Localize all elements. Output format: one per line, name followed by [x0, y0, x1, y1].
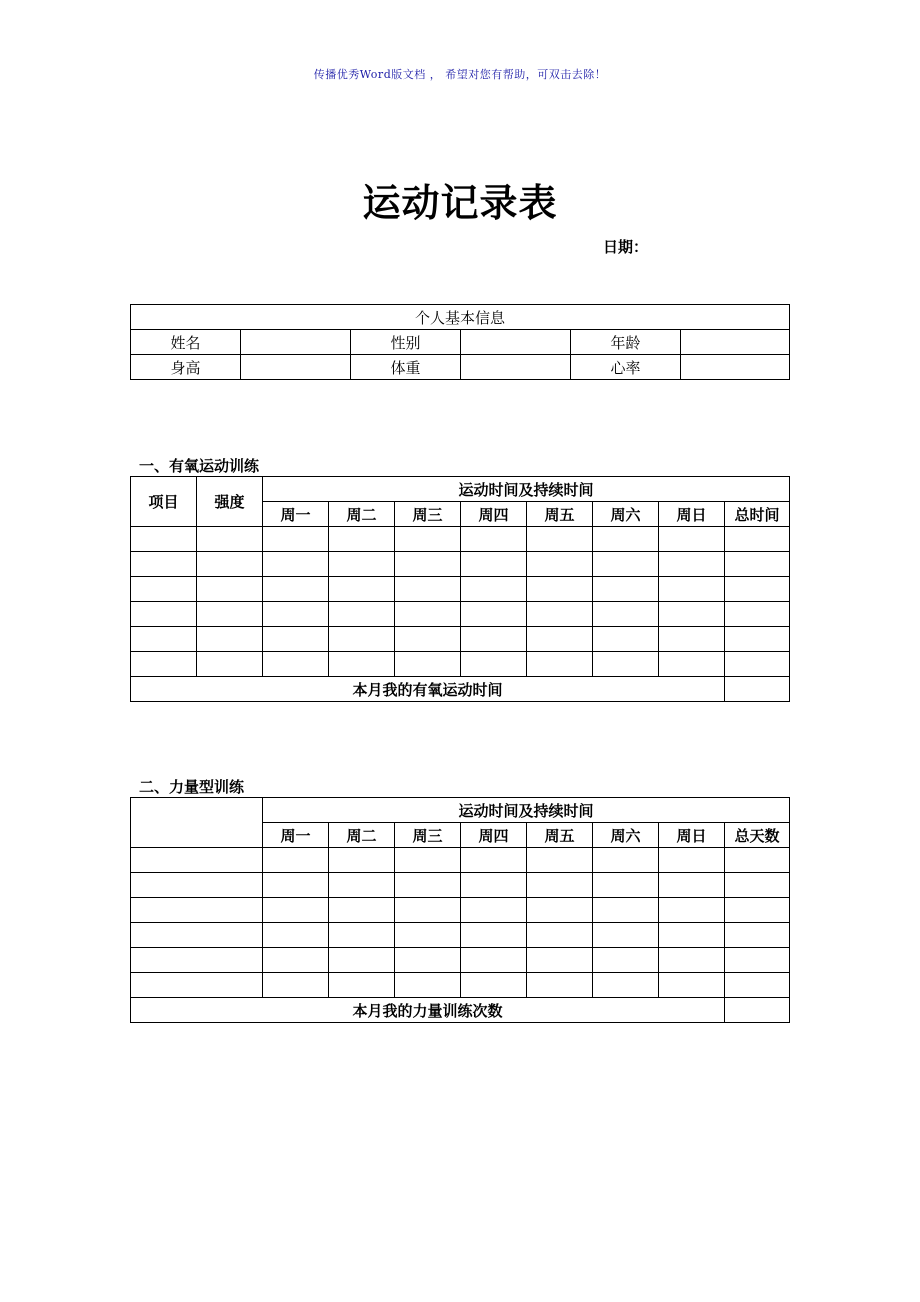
- col-day: 周二: [329, 502, 395, 527]
- table-cell[interactable]: [725, 627, 790, 652]
- table-row: [131, 527, 790, 552]
- table-cell[interactable]: [395, 848, 461, 873]
- table-cell[interactable]: [329, 627, 395, 652]
- table-cell[interactable]: [593, 873, 659, 898]
- table-row: [131, 948, 790, 973]
- table-cell[interactable]: [131, 627, 197, 652]
- personal-info-heading: 个人基本信息: [131, 305, 790, 330]
- table-cell[interactable]: [659, 873, 725, 898]
- table-cell[interactable]: [263, 652, 329, 677]
- table-cell[interactable]: [131, 552, 197, 577]
- col-day: 周一: [263, 823, 329, 848]
- table-cell[interactable]: [593, 602, 659, 627]
- table-cell[interactable]: [461, 627, 527, 652]
- table-row: [131, 552, 790, 577]
- table-cell[interactable]: [527, 652, 593, 677]
- table-cell[interactable]: [725, 652, 790, 677]
- table-cell[interactable]: [593, 652, 659, 677]
- label-height: 身高: [131, 355, 241, 380]
- col-day: 周五: [527, 502, 593, 527]
- col-day: 周日: [659, 823, 725, 848]
- table-cell[interactable]: [329, 527, 395, 552]
- table-cell[interactable]: [395, 973, 461, 998]
- table-cell[interactable]: [461, 552, 527, 577]
- table-cell[interactable]: [461, 577, 527, 602]
- table-cell[interactable]: [263, 602, 329, 627]
- table-cell[interactable]: [263, 552, 329, 577]
- strength-table: [130, 797, 790, 1023]
- input-gender[interactable]: [461, 330, 571, 355]
- table-cell[interactable]: [659, 602, 725, 627]
- table-cell[interactable]: [263, 527, 329, 552]
- table-cell[interactable]: [131, 527, 197, 552]
- table-cell[interactable]: [395, 552, 461, 577]
- col-total: 总天数: [725, 823, 790, 848]
- table-cell[interactable]: [461, 973, 527, 998]
- table-cell[interactable]: [461, 652, 527, 677]
- col-day: 周四: [461, 823, 527, 848]
- col-total: 总时间: [725, 502, 790, 527]
- header-note: 传播优秀Word版文档 ， 希望对您有帮助，可双击去除！: [313, 68, 607, 81]
- table-cell[interactable]: [527, 552, 593, 577]
- col-day: 周五: [527, 823, 593, 848]
- table-cell[interactable]: [263, 948, 329, 973]
- table-cell[interactable]: [329, 652, 395, 677]
- table-cell[interactable]: [593, 898, 659, 923]
- table-row: [131, 627, 790, 652]
- table-cell[interactable]: [395, 898, 461, 923]
- table-cell[interactable]: [461, 898, 527, 923]
- table-cell[interactable]: [131, 973, 263, 998]
- table-cell[interactable]: [725, 973, 790, 998]
- label-heart-rate: 心率: [571, 355, 681, 380]
- label-weight: 体重: [351, 355, 461, 380]
- table-cell[interactable]: [131, 898, 263, 923]
- table-row: [131, 602, 790, 627]
- table-cell[interactable]: [725, 552, 790, 577]
- col-day: 周四: [461, 502, 527, 527]
- table-cell[interactable]: [461, 848, 527, 873]
- table-cell[interactable]: [395, 577, 461, 602]
- table-cell[interactable]: [659, 898, 725, 923]
- table-cell[interactable]: [329, 848, 395, 873]
- table-cell[interactable]: [329, 898, 395, 923]
- col-item: 项目: [131, 477, 197, 527]
- table-cell[interactable]: [131, 602, 197, 627]
- table-cell[interactable]: [395, 652, 461, 677]
- table-cell[interactable]: [527, 577, 593, 602]
- personal-info-table: [130, 304, 790, 380]
- table-row: [131, 848, 790, 873]
- group-header: 运动时间及持续时间: [263, 798, 790, 823]
- table-cell[interactable]: [263, 898, 329, 923]
- table-row: [131, 652, 790, 677]
- table-cell[interactable]: [725, 602, 790, 627]
- table-cell[interactable]: [527, 527, 593, 552]
- table-cell[interactable]: [593, 948, 659, 973]
- table-cell[interactable]: [527, 627, 593, 652]
- input-height[interactable]: [241, 355, 351, 380]
- table-cell[interactable]: [593, 627, 659, 652]
- table-cell[interactable]: [527, 898, 593, 923]
- table-cell[interactable]: [527, 848, 593, 873]
- table-cell[interactable]: [659, 973, 725, 998]
- table-cell[interactable]: [725, 948, 790, 973]
- input-age[interactable]: [681, 330, 790, 355]
- table-cell[interactable]: [263, 923, 329, 948]
- col-day: 周二: [329, 823, 395, 848]
- label-gender: 性别: [351, 330, 461, 355]
- table-cell[interactable]: [131, 848, 263, 873]
- table-cell[interactable]: [263, 577, 329, 602]
- table-cell[interactable]: [593, 848, 659, 873]
- table-cell[interactable]: [659, 627, 725, 652]
- label-name: 姓名: [131, 330, 241, 355]
- table-cell[interactable]: [263, 973, 329, 998]
- table-cell[interactable]: [659, 923, 725, 948]
- table-cell[interactable]: [461, 873, 527, 898]
- table-cell[interactable]: [131, 652, 197, 677]
- table-cell[interactable]: [527, 873, 593, 898]
- table-cell[interactable]: [725, 577, 790, 602]
- table-cell[interactable]: [593, 923, 659, 948]
- input-weight[interactable]: [461, 355, 571, 380]
- table-cell[interactable]: [725, 873, 790, 898]
- table-cell[interactable]: [395, 602, 461, 627]
- table-cell[interactable]: [593, 527, 659, 552]
- strength-summary-label: 本月我的力量训练次数: [131, 998, 725, 1023]
- table-cell[interactable]: [197, 577, 263, 602]
- table-cell[interactable]: [395, 873, 461, 898]
- table-cell[interactable]: [725, 848, 790, 873]
- table-cell[interactable]: [329, 577, 395, 602]
- table-cell[interactable]: [329, 552, 395, 577]
- col-day: 周日: [659, 502, 725, 527]
- input-name[interactable]: [241, 330, 351, 355]
- table-cell[interactable]: [659, 527, 725, 552]
- table-cell[interactable]: [395, 923, 461, 948]
- strength-summary-value[interactable]: [725, 998, 790, 1023]
- table-row: [131, 923, 790, 948]
- table-cell[interactable]: [131, 923, 263, 948]
- table-cell[interactable]: [659, 652, 725, 677]
- table-cell[interactable]: [197, 627, 263, 652]
- table-cell[interactable]: [461, 527, 527, 552]
- table-cell[interactable]: [659, 848, 725, 873]
- col-day: 周一: [263, 502, 329, 527]
- table-cell[interactable]: [527, 923, 593, 948]
- table-cell[interactable]: [263, 848, 329, 873]
- table-cell[interactable]: [593, 577, 659, 602]
- strength-section-title: 二、力量型训练: [139, 778, 245, 796]
- table-row: [131, 973, 790, 998]
- date-label: 日期：: [603, 238, 649, 256]
- table-cell[interactable]: [395, 627, 461, 652]
- aerobic-table: [130, 476, 790, 702]
- table-cell[interactable]: [527, 948, 593, 973]
- table-cell[interactable]: [461, 923, 527, 948]
- aerobic-summary-value[interactable]: [725, 677, 790, 702]
- table-cell[interactable]: [131, 948, 263, 973]
- page-title: 运动记录表: [362, 181, 558, 225]
- table-cell[interactable]: [461, 602, 527, 627]
- col-day: 周六: [593, 502, 659, 527]
- table-cell[interactable]: [659, 948, 725, 973]
- table-cell[interactable]: [329, 602, 395, 627]
- input-heart-rate[interactable]: [681, 355, 790, 380]
- table-cell[interactable]: [329, 873, 395, 898]
- col-exercise: [131, 798, 263, 848]
- label-age: 年龄: [571, 330, 681, 355]
- table-cell[interactable]: [725, 527, 790, 552]
- table-cell[interactable]: [725, 898, 790, 923]
- table-cell[interactable]: [329, 923, 395, 948]
- table-cell[interactable]: [395, 948, 461, 973]
- table-cell[interactable]: [197, 527, 263, 552]
- table-cell[interactable]: [725, 923, 790, 948]
- col-day: 周六: [593, 823, 659, 848]
- table-cell[interactable]: [527, 602, 593, 627]
- table-cell[interactable]: [263, 873, 329, 898]
- table-row: [131, 577, 790, 602]
- table-cell[interactable]: [659, 552, 725, 577]
- table-cell[interactable]: [131, 577, 197, 602]
- group-header: 运动时间及持续时间: [263, 477, 790, 502]
- col-day: 周三: [395, 823, 461, 848]
- table-cell[interactable]: [395, 527, 461, 552]
- table-cell[interactable]: [461, 948, 527, 973]
- aerobic-section-title: 一、有氧运动训练: [139, 457, 260, 475]
- table-cell[interactable]: [263, 627, 329, 652]
- table-row: [131, 873, 790, 898]
- table-cell[interactable]: [593, 973, 659, 998]
- table-cell[interactable]: [659, 577, 725, 602]
- table-cell[interactable]: [329, 973, 395, 998]
- table-cell[interactable]: [527, 973, 593, 998]
- table-cell[interactable]: [197, 552, 263, 577]
- table-cell[interactable]: [197, 602, 263, 627]
- table-row: [131, 898, 790, 923]
- table-cell[interactable]: [131, 873, 263, 898]
- table-cell[interactable]: [329, 948, 395, 973]
- table-cell[interactable]: [593, 552, 659, 577]
- aerobic-summary-label: 本月我的有氧运动时间: [131, 677, 725, 702]
- table-cell[interactable]: [197, 652, 263, 677]
- col-day: 周三: [395, 502, 461, 527]
- col-intensity: 强度: [197, 477, 263, 527]
